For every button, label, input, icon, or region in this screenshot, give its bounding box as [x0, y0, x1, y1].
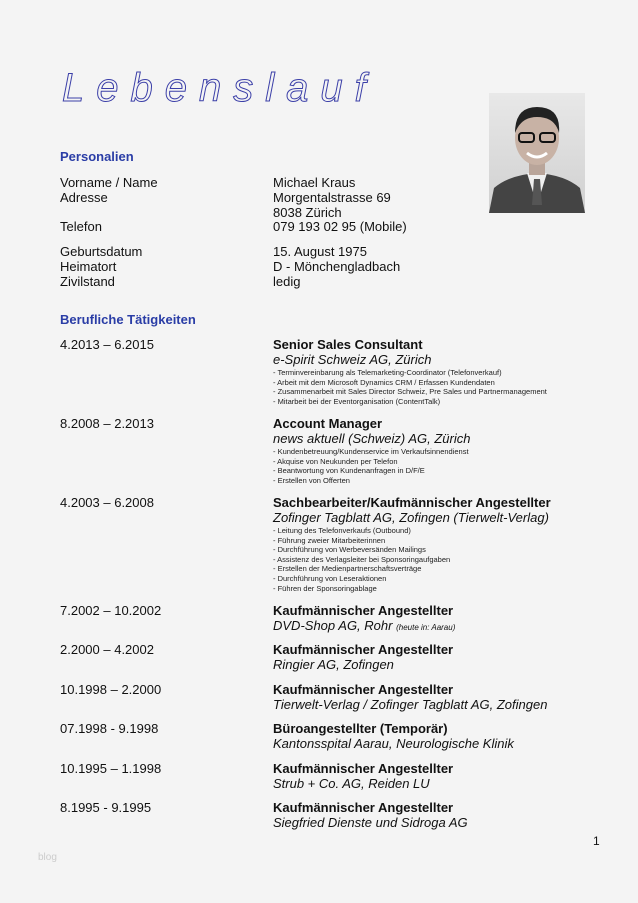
- value-civil-status: ledig: [273, 274, 301, 289]
- profile-photo: [489, 93, 585, 213]
- job-date: 10.1995 – 1.1998: [60, 761, 162, 776]
- job-date: 2.2000 – 4.2002: [60, 642, 154, 657]
- job-duty: - Kundenbetreuung/Kundenservice im Verkaufsinnendienst: [273, 447, 469, 456]
- value-birthdate: 15. August 1975: [273, 244, 367, 259]
- company-name: Ringier AG, Zofingen: [273, 657, 394, 672]
- label-birthdate: Geburtsdatum: [60, 244, 143, 259]
- job-role: Sachbearbeiter/Kaufmännischer Angestellter: [273, 495, 551, 510]
- job-duty: - Führen der Sponsoringablage: [273, 583, 377, 593]
- job-company: [273, 736, 514, 751]
- section-heading-career: Berufliche Tätigkeiten: [60, 312, 196, 327]
- job-date: 4.2003 – 6.2008: [60, 495, 154, 510]
- job-company: [273, 697, 547, 712]
- value-name: Michael Kraus: [273, 175, 356, 190]
- company-name: Kantonsspital Aarau, Neurologische Klinik: [273, 736, 514, 751]
- job-duty: - Beantwortung von Kundenanfragen in D/F/E: [273, 466, 425, 476]
- job-role: Kaufmännischer Angestellter: [273, 603, 454, 618]
- watermark: blog: [38, 852, 57, 863]
- page-number: 1: [593, 834, 600, 848]
- job-date: 10.1998 – 2.2000: [60, 682, 162, 697]
- job-date: 7.2002 – 10.2002: [60, 603, 162, 618]
- section-heading-personal: Personalien: [60, 149, 134, 164]
- job-duty: - Durchführung von Leseraktionen: [273, 573, 387, 583]
- company-note: (heute in: Aarau): [396, 623, 456, 632]
- label-hometown: Heimatort: [60, 259, 117, 274]
- page-title: Lebenslauf: [62, 66, 378, 110]
- label-address: Adresse: [60, 190, 108, 205]
- job-role: Senior Sales Consultant: [273, 337, 423, 352]
- value-hometown: D - Mönchengladbach: [273, 259, 401, 274]
- job-company: [273, 618, 455, 635]
- company-name: e-Spirit Schweiz AG, Zürich: [273, 352, 432, 367]
- job-duty: - Leitung des Telefonverkaufs (Outbound): [273, 526, 411, 535]
- job-duty: - Durchführung von Werbeversänden Mailings: [273, 545, 426, 555]
- job-company: [273, 510, 551, 525]
- job-duties: [273, 526, 551, 593]
- job-date: 8.1995 - 9.1995: [60, 800, 152, 815]
- job-role: Büroangestellter (Temporär): [273, 721, 448, 736]
- job-company: [273, 657, 453, 672]
- job-duty: - Führung zweier Mitarbeiterinnen: [273, 535, 386, 545]
- job-role: Account Manager: [273, 416, 383, 431]
- value-address: Morgentalstrasse 69: [273, 190, 391, 205]
- job-duty: - Mitarbeit bei der Eventorganisation (ContentTalk): [273, 396, 441, 406]
- label-phone: Telefon: [60, 219, 102, 234]
- job-company: [273, 815, 468, 830]
- job-duty: - Assistenz des Verlagsleiter bei Sponsoringaufgaben: [273, 554, 451, 564]
- company-name: Strub + Co. AG, Reiden LU: [273, 776, 430, 791]
- company-name: Siegfried Dienste und Sidroga AG: [273, 815, 468, 830]
- job-date: 07.1998 - 9.1998: [60, 721, 159, 736]
- job-duty: - Zusammenarbeit mit Sales Director Schweiz, Pre Sales und Partnermanagement: [273, 387, 547, 397]
- job-duties: [273, 368, 547, 406]
- job-role: Kaufmännischer Angestellter: [273, 642, 454, 657]
- job-duty: - Terminvereinbarung als Telemarketing-Coordinator (Telefonverkauf): [273, 368, 502, 377]
- company-name: Zofinger Tagblatt AG, Zofingen (Tierwelt-Verlag): [273, 510, 549, 525]
- job-company: [273, 776, 453, 791]
- job-duty: - Erstellen der Medienpartnerschaftsverträge: [273, 564, 422, 574]
- label-name: Vorname / Name: [60, 175, 158, 190]
- job-role: Kaufmännischer Angestellter: [273, 800, 454, 815]
- job-role: Kaufmännischer Angestellter: [273, 761, 454, 776]
- job-duty: - Erstellen von Offerten: [273, 475, 350, 485]
- company-name: news aktuell (Schweiz) AG, Zürich: [273, 431, 471, 446]
- value-city: 8038 Zürich: [273, 205, 342, 220]
- job-duties: [273, 447, 470, 485]
- company-name: DVD-Shop AG, Rohr: [273, 618, 393, 633]
- job-duty: - Arbeit mit dem Microsoft Dynamics CRM / Erfassen Kundendaten: [273, 377, 495, 387]
- label-civil-status: Zivilstand: [60, 274, 115, 289]
- job-company: [273, 352, 547, 367]
- company-name: Tierwelt-Verlag / Zofinger Tagblatt AG, Zofingen: [273, 697, 548, 712]
- job-company: [273, 431, 470, 446]
- job-date: 8.2008 – 2.2013: [60, 416, 154, 431]
- job-role: Kaufmännischer Angestellter: [273, 682, 454, 697]
- value-phone: 079 193 02 95 (Mobile): [273, 219, 407, 234]
- job-date: 4.2013 – 6.2015: [60, 337, 154, 352]
- job-duty: - Akquise von Neukunden per Telefon: [273, 456, 398, 466]
